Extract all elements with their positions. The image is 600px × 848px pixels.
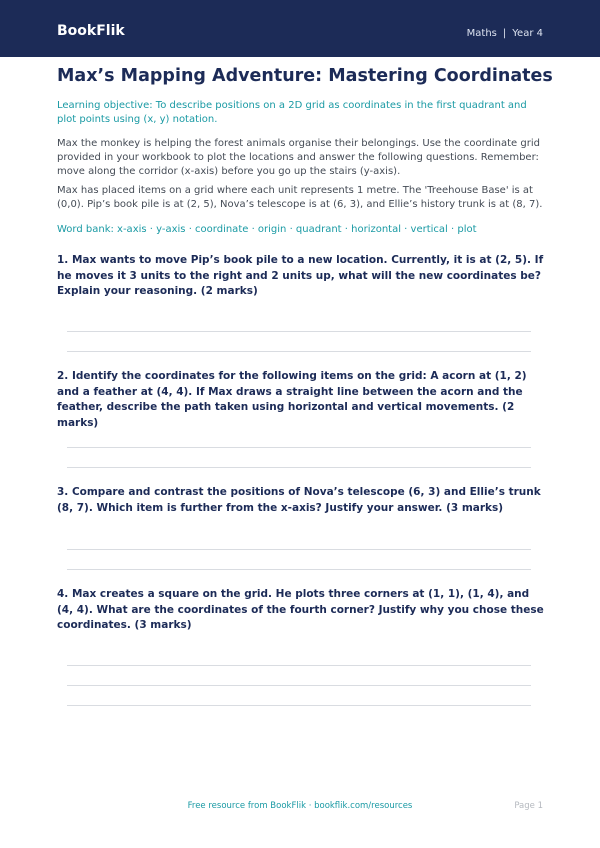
answer-line[interactable] [67, 569, 531, 570]
page-number: Page 1 [514, 801, 543, 811]
word-bank: Word bank: x-axis · y-axis · coordinate · origin · quadrant · horizontal · vertical · plot [57, 224, 477, 235]
answer-line[interactable] [67, 685, 531, 686]
intro-paragraph-2: Max has placed items on a grid where each unit represents 1 metre. The 'Treehouse Base' is at (0,0). Pip’s book pile is at (2, 5), Nova’s telescope is at (6, 3), and Ellie’s history trunk is at (8, 7). [57, 185, 543, 210]
question-4: 4. Max creates a square on the grid. He plots three corners at (1, 1), (1, 4), and (4, 4). What are the coordinates of the fourth corner? Justify why you chose these coordinates. (3 marks) [57, 588, 544, 631]
learning-objective: Learning objective: To describe positions on a 2D grid as coordinates in the first quadrant and plot points using (x, y) notation. [57, 100, 527, 125]
page-header [0, 0, 600, 57]
question-1: 1. Max wants to move Pip’s book pile to a new location. Currently, it is at (2, 5). If he moves it 3 units to the right and 2 units up, what will the new coordinates be? Explain your reasoning. (2 marks) [57, 254, 544, 297]
header-separator: | [502, 28, 507, 39]
answer-line[interactable] [67, 331, 531, 332]
answer-line[interactable] [67, 665, 531, 666]
answer-line[interactable] [67, 351, 531, 352]
subject-year-label [467, 28, 543, 39]
answer-line[interactable] [67, 549, 531, 550]
answer-line[interactable] [67, 467, 531, 468]
intro-paragraph-1: Max the monkey is helping the forest animals organise their belongings. Use the coordinate grid provided in your workbook to plot the locations and answer the following questions. Remember: move along the corridor (x-axis) before you go up the stairs (y-axis). [57, 138, 540, 177]
worksheet-title: Max’s Mapping Adventure: Mastering Coordinates [57, 66, 553, 86]
year-label: Year 4 [512, 28, 543, 39]
subject-label: Maths [466, 28, 497, 39]
answer-line[interactable] [67, 705, 531, 706]
footer-link-text[interactable]: Free resource from BookFlik · bookflik.com/resources [187, 801, 413, 811]
brand-logo-text: BookFlik [57, 23, 125, 39]
answer-line[interactable] [67, 447, 531, 448]
question-3: 3. Compare and contrast the positions of Nova’s telescope (6, 3) and Ellie’s trunk (8, 7). Which item is further from the x-axis? Justify your answer. (3 marks) [57, 486, 541, 514]
question-2: 2. Identify the coordinates for the following items on the grid: A acorn at (1, 2) and a feather at (4, 4). If Max draws a straight line between the acorn and the feather, describe the path taken using horizontal and vertical movements. (2 marks) [57, 370, 527, 429]
